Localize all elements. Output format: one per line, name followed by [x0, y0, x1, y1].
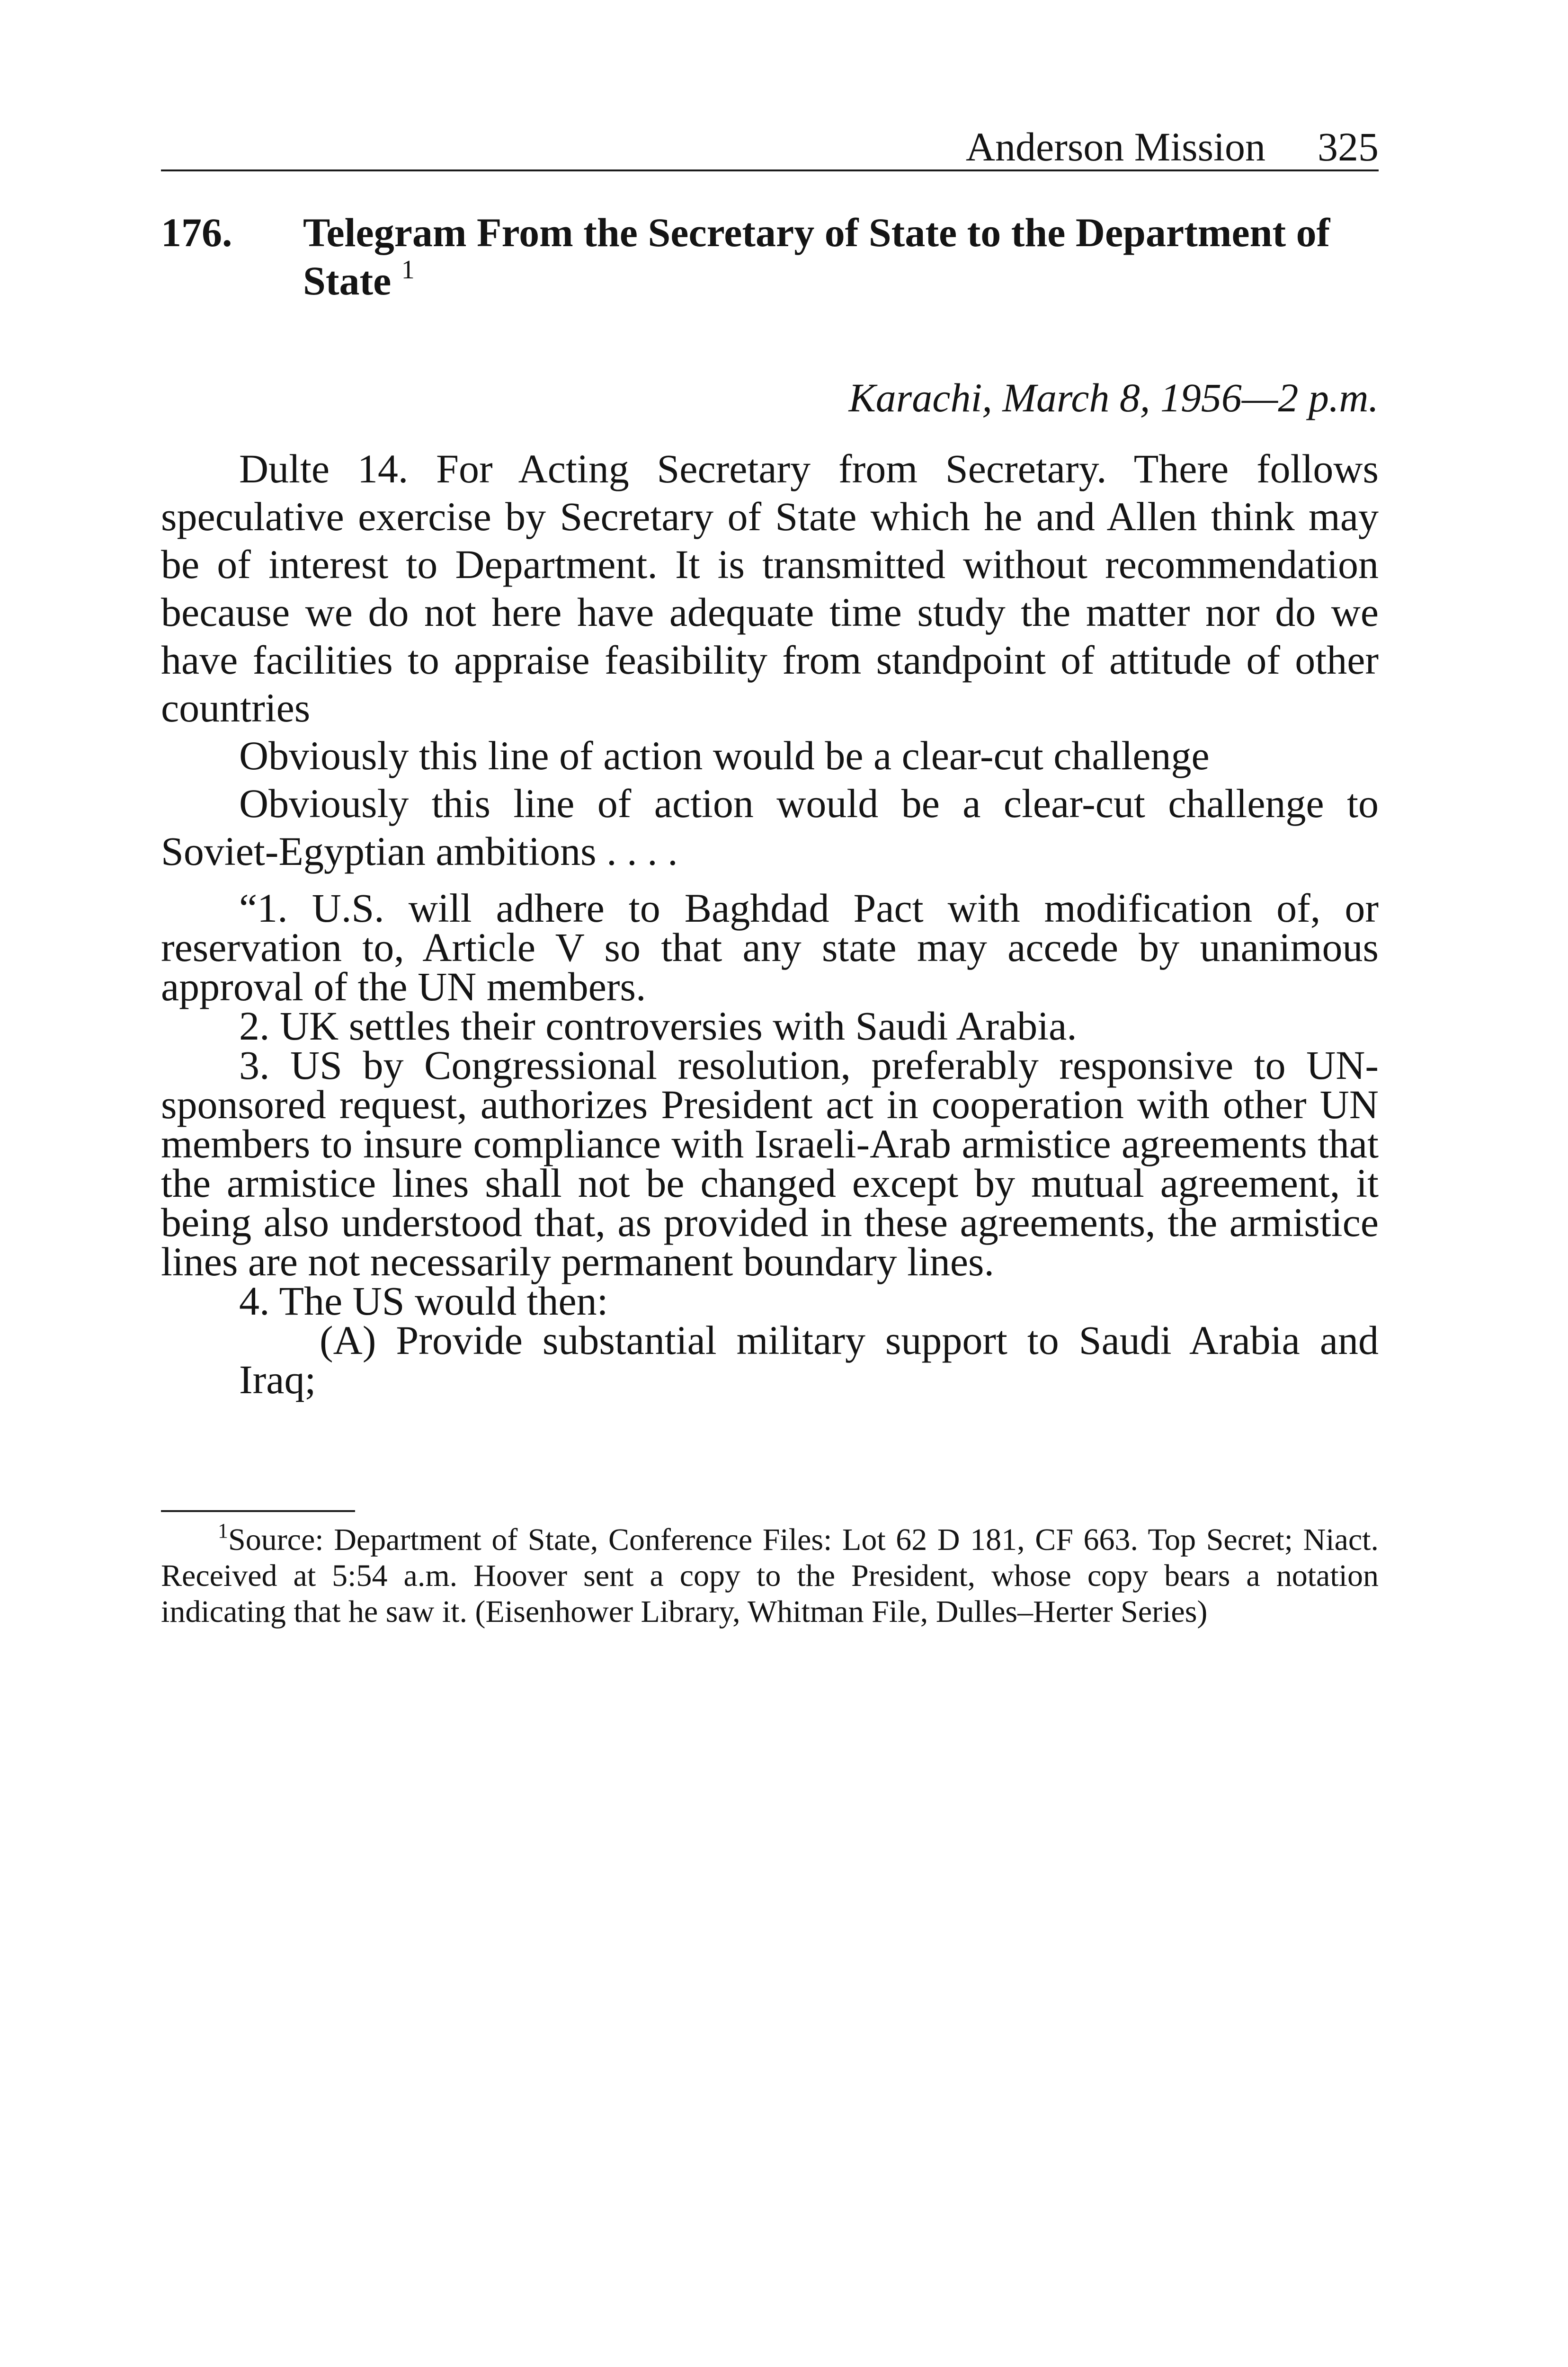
- footnote-text: Source: Department of State, Conference Files: Lot 62 D 181, CF 663. Top Secret; Niact. Received at 5:54 a.m. Hoover sent a copy to the President, whose copy bears a notation indicating that he saw it. (Eisenhower Library, Whitman File, Dulles–Herter Series): [161, 1522, 1379, 1629]
- header-rule: [161, 169, 1379, 171]
- paragraph-challenge-fragment: Obviously this line of action would be a clear-cut challenge: [239, 733, 1210, 778]
- document-number: 176.: [161, 210, 232, 255]
- paragraph-challenge: Obviously this line of action would be a clear-cut challenge to Soviet-Egyptian ambitions . . . .: [161, 781, 1379, 874]
- footnote-rule: [161, 1510, 355, 1512]
- document-title: Telegram From the Secretary of State to the Department of State: [303, 210, 1330, 303]
- page-number: 325: [1318, 124, 1379, 169]
- list-item-4: 4. The US would then:: [239, 1278, 608, 1324]
- footnote-marker: 1: [218, 1519, 228, 1542]
- paragraph-intro: Dulte 14. For Acting Secretary from Secretary. There follows speculative exercise by Secretary of State which he and Allen think may be of interest to Department. It is transmitted without recommendation because we do not here have adequate time study the matter nor do we have facilities to appraise feasibility from standpoint of attitude of other countries: [161, 446, 1379, 730]
- document-title-block: [303, 208, 1378, 305]
- footnote-reference: 1: [401, 255, 415, 285]
- footnote: [161, 1519, 1379, 1630]
- running-head-title: Anderson Mission: [965, 124, 1265, 169]
- telegram-body: [161, 445, 1379, 1402]
- list-item-2: 2. UK settles their controversies with Saudi Arabia.: [239, 1003, 1077, 1049]
- list-item-3: 3. US by Congressional resolution, preferably responsive to UN-sponsored request, authorizes President act in cooperation with other UN members to insure compliance with Israeli-Arab armistice agreements that the armistice lines shall not be changed except by mutual agreement, it being also understood that, as provided in these agreements, the armistice lines are not necessarily permanent boundary lines.: [161, 1042, 1379, 1284]
- list-item-1: “1. U.S. will adhere to Baghdad Pact with modification of, or reservation to, Article V so that any state may accede by unanimous approval of the UN members.: [161, 885, 1379, 1009]
- dateline: Karachi, March 8, 1956—2 p.m.: [848, 375, 1379, 420]
- list-item-4a: (A) Provide substantial military support to Saudi Arabia and Iraq;: [239, 1317, 1379, 1402]
- running-head: [161, 121, 1379, 173]
